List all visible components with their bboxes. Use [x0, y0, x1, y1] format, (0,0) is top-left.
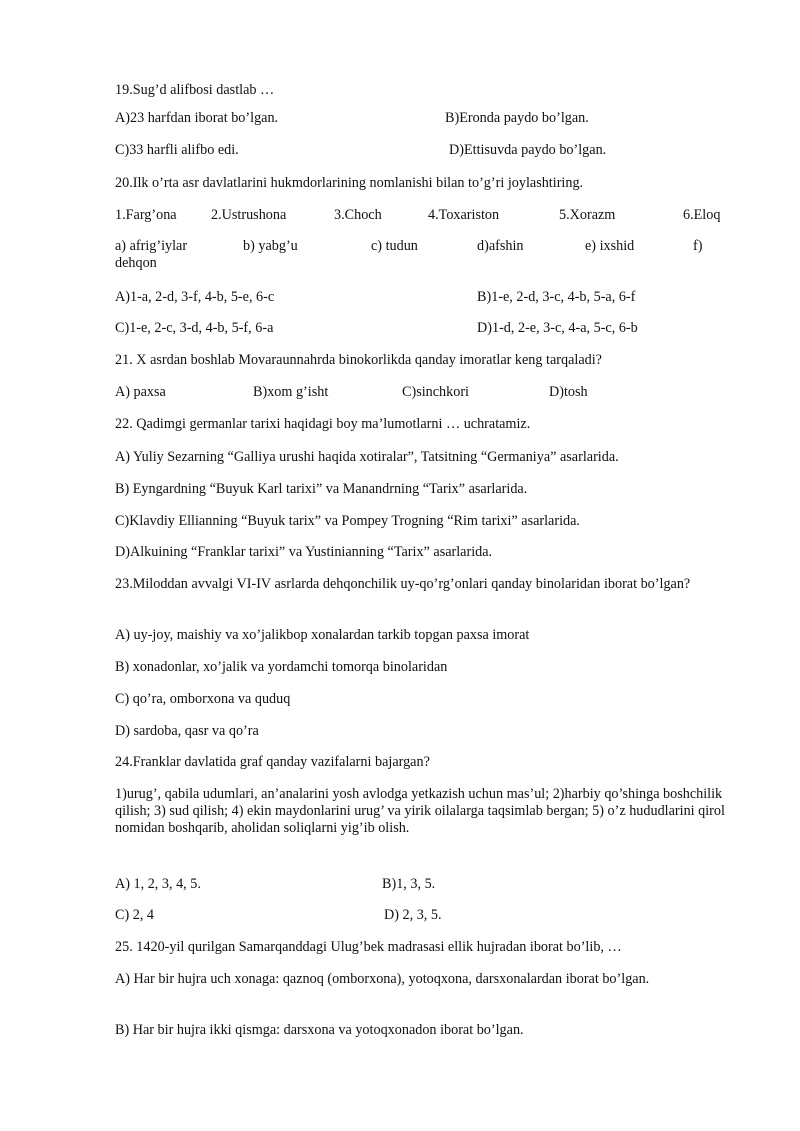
q20-title-d: d)afshin: [477, 238, 524, 254]
q20-title-a: a) afrig’iylar: [115, 238, 188, 254]
q24-options-row1: [115, 876, 745, 893]
q20-option-c: C)1-e, 2-c, 3-d, 4-b, 5-f, 6-a: [115, 320, 274, 336]
q20-options-row2: [115, 320, 745, 337]
q20-title-c: c) tudun: [371, 238, 418, 254]
q20-title-f-wrap: dehqon: [115, 255, 157, 271]
q20-place-2: 2.Ustrushona: [211, 207, 287, 223]
q23-stem: 23.Miloddan avvalgi VI-IV asrlarda dehqonchilik uy-qo’rg’onlari qanday binolaridan iborat bo’lgan?: [115, 576, 691, 592]
q20-place-6: 6.Eloq: [683, 207, 721, 223]
q22-option-b: B) Eyngardning “Buyuk Karl tarixi” va Manandrning “Tarix” asarlarida.: [115, 481, 528, 497]
q20-stem: 20.Ilk o’rta asr davlatlarini hukmdorlarining nomlanishi bilan to’g’ri joylashtiring.: [115, 175, 584, 191]
q19-option-c: C)33 harfli alifbo edi.: [115, 142, 239, 158]
q24-option-c: C) 2, 4: [115, 907, 155, 923]
q24-option-b: B)1, 3, 5.: [382, 876, 436, 892]
q25-stem: 25. 1420-yil qurilgan Samarqanddagi Ulug’bek madrasasi ellik hujradan iborat bo’lib, …: [115, 939, 622, 955]
q22-option-a: A) Yuliy Sezarning “Galliya urushi haqida xotiralar”, Tatsitning “Germaniya” asarlarida.: [115, 449, 619, 465]
q22-option-c: C)Klavdiy Ellianning “Buyuk tarix” va Pompey Trogning “Rim tarixi” asarlarida.: [115, 513, 580, 529]
q25-option-b: B) Har bir hujra ikki qismga: darsxona va yotoqxonadon iborat bo’lgan.: [115, 1022, 524, 1038]
q24-stem: 24.Franklar davlatida graf qanday vazifalarni bajargan?: [115, 754, 430, 770]
q20-places-row: [115, 207, 745, 224]
q24-option-a: A) 1, 2, 3, 4, 5.: [115, 876, 201, 892]
q23-option-c: C) qo’ra, omborxona va quduq: [115, 691, 291, 707]
q19-option-a: A)23 harfdan iborat bo’lgan.: [115, 110, 279, 126]
q20-option-a: A)1-a, 2-d, 3-f, 4-b, 5-e, 6-c: [115, 289, 275, 305]
q20-title-f: f): [693, 238, 703, 254]
q25-option-a: A) Har bir hujra uch xonaga: qaznoq (omborxona), yotoqxona, darsxonalardan iborat bo’lgan.: [115, 971, 650, 987]
q20-place-4: 4.Toxariston: [428, 207, 500, 223]
q23-option-d: D) sardoba, qasr va qo’ra: [115, 723, 259, 739]
q20-place-1: 1.Farg’ona: [115, 207, 177, 223]
q21-option-d: D)tosh: [549, 384, 588, 400]
q24-options-row2: [115, 907, 745, 924]
q20-titles-row: [115, 238, 745, 255]
q20-options-row1: [115, 289, 745, 306]
q20-title-b: b) yabg’u: [243, 238, 298, 254]
q20-option-d: D)1-d, 2-e, 3-c, 4-a, 5-c, 6-b: [477, 320, 638, 336]
q22-stem: 22. Qadimgi germanlar tarixi haqidagi boy ma’lumotlarni … uchratamiz.: [115, 416, 531, 432]
q23-option-b: B) xonadonlar, xo’jalik va yordamchi tomorqa binolaridan: [115, 659, 448, 675]
q20-place-3: 3.Choch: [334, 207, 382, 223]
q19-options-row1: [115, 110, 745, 127]
q22-option-d: D)Alkuining “Franklar tarixi” va Yustinianning “Tarix” asarlarida.: [115, 544, 493, 560]
q21-option-a: A) paxsa: [115, 384, 166, 400]
q20-title-e: e) ixshid: [585, 238, 635, 254]
q19-options-row2: [115, 142, 745, 159]
q21-stem: 21. X asrdan boshlab Movaraunnahrda binokorlikda qanday imoratlar keng tarqaladi?: [115, 352, 602, 368]
q23-option-a: A) uy-joy, maishiy va xo’jalikbop xonalardan tarkib topgan paxsa imorat: [115, 627, 530, 643]
q19-stem: 19.Sug’d alifbosi dastlab …: [115, 82, 275, 98]
q21-options-row: [115, 384, 745, 401]
q24-body: 1)urug’, qabila udumlari, an’analarini yosh avlodga yetkazish uchun mas’ul; 2)harbiy qo’shinga boshchilik qilish; 3) sud qilish; 4) ekin maydonlarini urug’ va yirik oilalarga taqsimlab bergan; 5) o’z hududlarini qirol nomidan boshqarib, aholidan soliqlarni yig’ib olish.: [115, 786, 725, 836]
q19-option-d: D)Ettisuvda paydo bo’lgan.: [449, 142, 607, 158]
q21-option-b: B)xom g’isht: [253, 384, 329, 400]
q20-option-b: B)1-e, 2-d, 3-c, 4-b, 5-a, 6-f: [477, 289, 636, 305]
q21-option-c: C)sinchkori: [402, 384, 469, 400]
q19-option-b: B)Eronda paydo bo’lgan.: [445, 110, 589, 126]
q24-option-d: D) 2, 3, 5.: [384, 907, 442, 923]
q20-place-5: 5.Xorazm: [559, 207, 616, 223]
